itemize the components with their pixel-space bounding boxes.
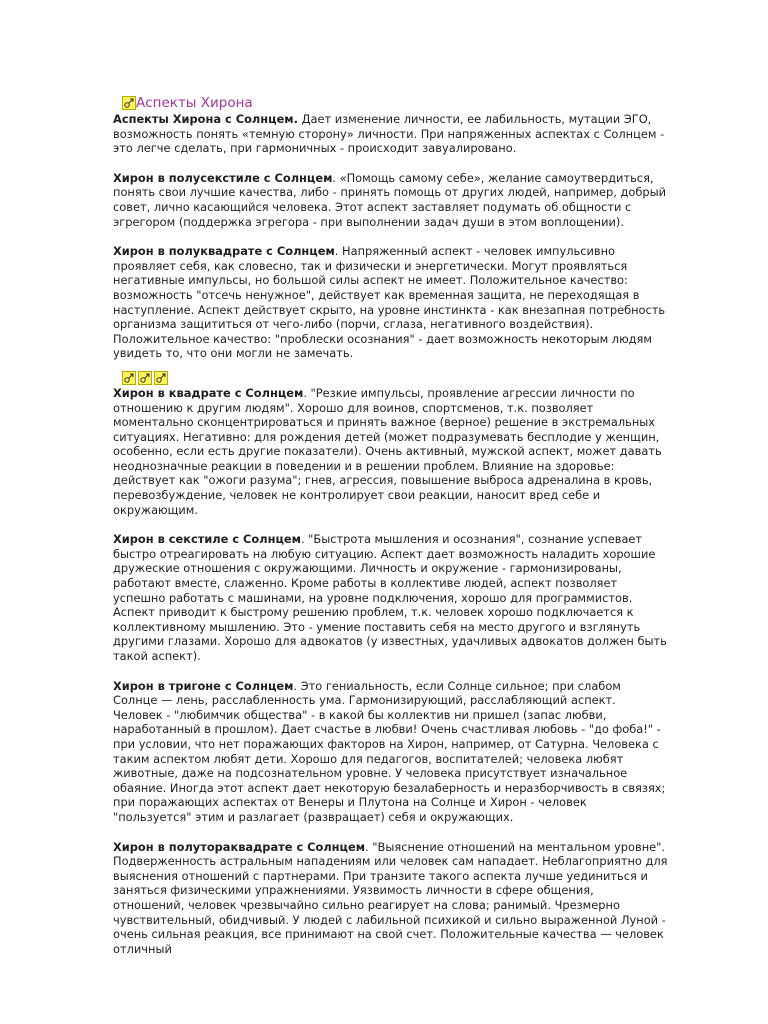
astro-symbol-icon [122, 371, 136, 385]
paragraph-2 [113, 244, 668, 361]
paragraph-text: . "Быстрота мышления и осознания", сознание успевает быстро отреагировать на любую ситуацию. Аспект дает возможность наладить хорошие дружеские отношения с окружающими. Личность и окружение - гармонизированы, работают вместе, слаженно. Кроме работы в коллективе людей, аспект позволяет успешно работать с машинами, на уровне подключения, хорошо для программистов. Аспект приводит к быстрому решению проблем, т.к. человек хорошо подключается к коллективному мышлению. Это - умение поставить себя на место другого и взглянуть другими глазами. Хорошо для адвокатов (у известных, удачливых адвокатов должен быть такой аспект). [113, 532, 667, 663]
astro-symbol-icon [138, 371, 152, 385]
paragraph-4 [113, 532, 668, 663]
paragraph-title: Хирон в полуквадрате с Солнцем [113, 244, 335, 259]
paragraph-text: . "Выяснение отношений на ментальном уровне". Подверженность астральным нападениям или человек сам нападает. Неблагоприятно для выяснения отношений с партнерами. При транзите такого аспекта лучше уединиться и заняться физическими упражнениями. Уязвимость личности в сфере общения, отношений, человек чрезвычайно сильно реагирует на слова; ранимый. Чрезмерно чувствительный, обидчивый. У людей с лабильной психикой и сильно выраженной Луной - очень сильная реакция, все принимают на свой счет. Положительные качества — человек отличный [113, 839, 668, 956]
paragraph-text: . "Резкие импульсы, проявление агрессии личности по отношению к другим людям". Хорошо для воинов, спортсменов, т.к. позволяет моментально сконцентрироваться и принять важное (верное) решение в экстремальных ситуациях. Негативно: для рождения детей (может подразумевать бесплодие у женщин, особенно, если есть другие показатели). Очень активный, мужской аспект, может давать неоднозначные реакции в поведении и в решении проблем. Влияние на здоровье: действует как "ожоги разума"; гнев, агрессия, повышение выброса адреналина в кровь, перевозбуждение, человек не контролирует свои реакции, наносит вред себе и окружающим. [113, 385, 662, 517]
paragraph-6 [113, 840, 668, 957]
heading-text: Аспекты Хирона [136, 94, 253, 111]
section-heading [122, 94, 668, 112]
paragraph-title: Хирон в квадрате с Солнцем [113, 385, 304, 400]
paragraph-title: Хирон в полусекстиле с Солнцем [113, 170, 333, 185]
paragraph-text: Дает изменение личности, ее лабильность, мутации ЭГО, возможность понять «темную сторону» личности. При напряженных аспектах с Солнцем - это легче сделать, при гармоничных - происходит завуалировано. [113, 112, 665, 156]
paragraph-text: . «Помощь самому себе», желание самоутвердиться, понять свои лучшие качества, либо - принять помощь от других людей, например, добрый совет, лично касающийся человека. Этот аспект заставляет подумать об общности с эгрегором (поддержка эгрегора - при выполнении задач души в этом воплощении). [113, 170, 667, 229]
astro-symbol-icon [154, 371, 168, 385]
separator-icons [122, 371, 668, 386]
astro-symbol-icon [122, 96, 136, 110]
paragraph-3 [113, 386, 668, 517]
paragraph-title: Аспекты Хирона с Солнцем. [113, 112, 298, 126]
paragraph-title: Хирон в тригоне с Солнцем [113, 678, 294, 693]
paragraph-title: Хирон в секстиле с Солнцем [113, 532, 301, 547]
paragraph-text: . Напряженный аспект - человек импульсивно проявляет себя, как словесно, так и физически и энергетически. Могут проявляться негативные импульсы, но большой силы аспект не имеет. Положительное качество: возможность "отсечь ненужное", действует как временная защита, не переходящая в наступление. Аспект действует скрыто, на уровне инстинкта - как внезапная потребность организма защититься от чего-либо (порчи, сглаза, негативного воздействия). Положительное качество: "проблески осознания" - дает возможность некоторым людям увидеть то, что они могли не замечать. [113, 244, 666, 361]
paragraph-title: Хирон в полутораквадрате с Солнцем [113, 839, 366, 854]
paragraph-0 [113, 112, 668, 156]
paragraph-5 [113, 679, 668, 825]
paragraph-text: . Это гениальность, если Солнце сильное; при слабом Солнце — лень, расслабленность ума. Гармонизирующий, расслабляющий аспект. Человек - "любимчик общества" - в какой бы коллектив ни пришел (запас любви, наработанный в прошлом). Дает счастье в любви! Очень счастливая любовь - "до фоба!" - при условии, что нет поражающих факторов на Хирон, например, от Сатурна. Человека с таким аспектом любят дети. Хорошо для педагогов, воспитателей; человека любят животные, даже на подсознательном уровне. У человека присутствует изначальное обаяние. Иногда этот аспект дает некоторую безалаберность и неразборчивость в связях; при поражающих аспектах от Венеры и Плутона на Солнце и Хирон - человек "пользуется" этим и разлагает (развращает) себя и окружающих. [113, 678, 666, 824]
paragraph-1 [113, 171, 668, 229]
